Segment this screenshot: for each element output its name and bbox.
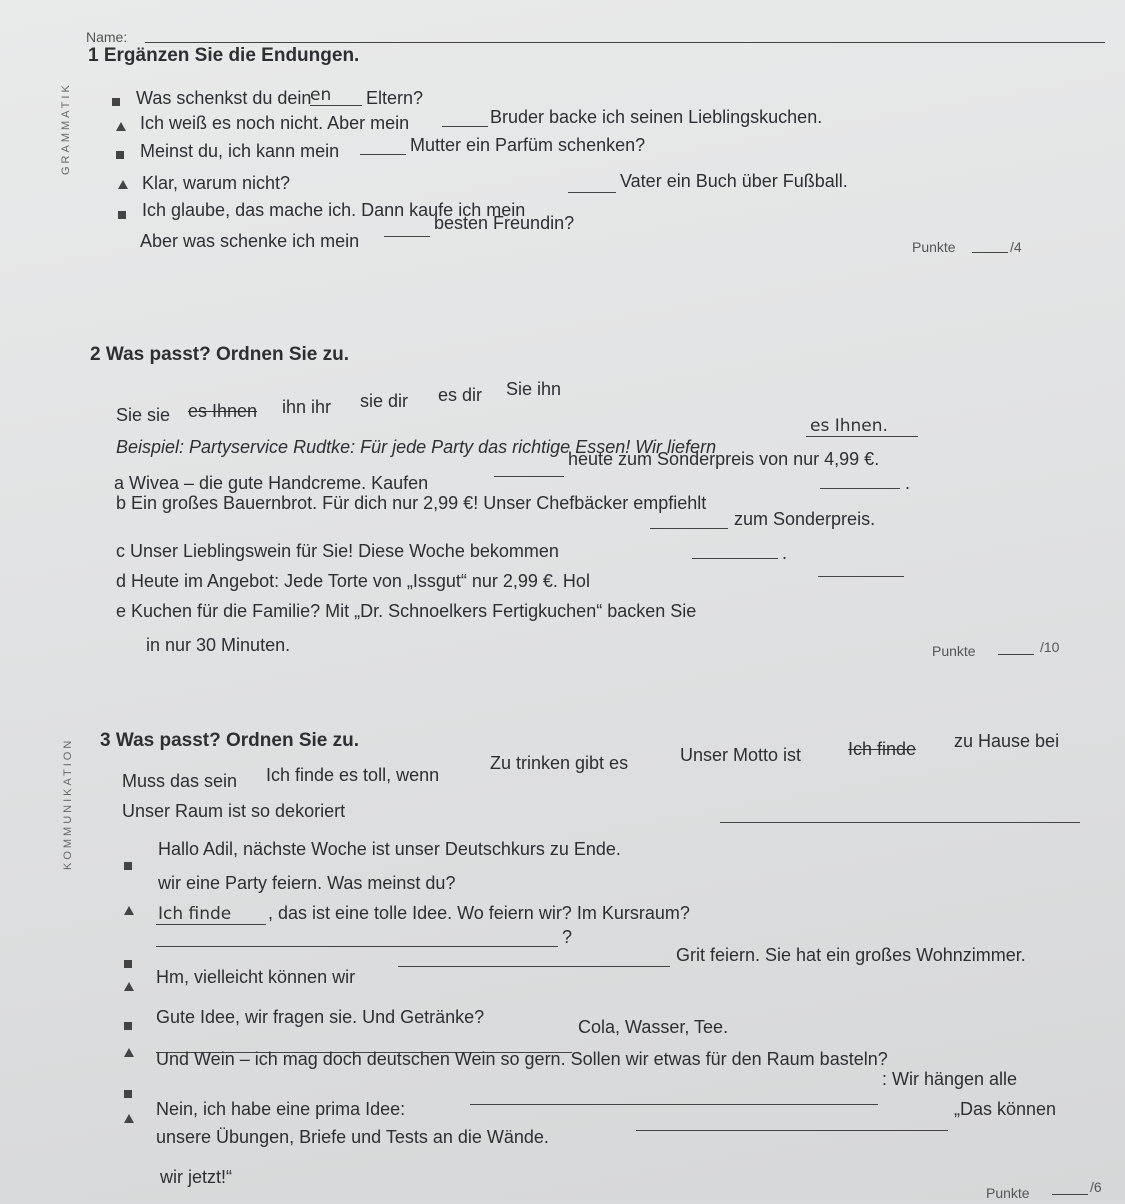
ex3-word-2: Ich finde es toll, wenn [266, 765, 440, 785]
name-label: Name: [86, 29, 128, 45]
ex2-title: 2 Was passt? Ordnen Sie zu. [90, 344, 350, 365]
ex1-title: 1 Ergänzen Sie die Endungen. [88, 45, 360, 66]
ex2-c-start: c Unser Lieblingswein für Sie! Diese Woche bekommen [116, 541, 559, 561]
ex1-blank4[interactable] [568, 192, 616, 193]
ex3-line5-end: Grit feiern. Sie hat ein großes Wohnzimmer. [676, 945, 1026, 965]
ex2-c-end: zum Sonderpreis. [734, 509, 876, 529]
square-bullet-icon [124, 955, 132, 973]
ex1-line5-start: Ich glaube, das mache ich. Dann kaufe ich mein [142, 200, 526, 220]
ex3-points-field[interactable] [1052, 1194, 1088, 1195]
square-bullet-icon [118, 206, 126, 224]
ex1-blank2[interactable] [442, 126, 488, 127]
ex1-line6-end: besten Freundin? [434, 213, 575, 233]
ex3-word-4: Unser Motto ist [680, 745, 802, 765]
ex2-blank-b[interactable] [820, 488, 900, 489]
ex3-blank7[interactable] [636, 1130, 948, 1131]
ex3-blank4[interactable] [398, 966, 670, 967]
ex3-word-3: Zu trinken gibt es [490, 753, 629, 773]
ex1-blank3[interactable] [360, 154, 406, 155]
ex1-line3-end: Mutter ein Parfüm schenken? [410, 135, 646, 155]
ex1-blank1[interactable] [310, 105, 362, 106]
ex2-word-2: es Ihnen [188, 401, 258, 421]
ex2-blank-e[interactable] [818, 576, 904, 577]
ex2-word-5: es dir [438, 385, 483, 405]
ex3-word-5: Ich finde [848, 739, 917, 759]
ex2-points-max: /10 [1040, 639, 1060, 655]
ex2-blank-c[interactable] [650, 528, 728, 529]
ex1-line3-start: Meinst du, ich kann mein [140, 141, 340, 161]
triangle-bullet-icon [124, 978, 134, 996]
square-bullet-icon [124, 1017, 132, 1035]
ex3-line4: ? [562, 927, 573, 947]
ex1-line5-end: Vater ein Buch über Fußball. [620, 171, 848, 191]
ex3-line1: Hallo Adil, nächste Woche ist unser Deutschkurs zu Ende. [158, 839, 621, 859]
ex3-blank6[interactable] [470, 1104, 878, 1105]
ex2-word-3: ihn ihr [282, 397, 332, 417]
ex1-line2-end: Bruder backe ich seinen Lieblingskuchen. [490, 107, 823, 127]
ex1-points-field[interactable] [972, 252, 1008, 253]
ex2-blank-a[interactable] [494, 476, 564, 477]
ex2-example-blank [806, 436, 918, 437]
ex3-word-7: Unser Raum ist so dekoriert [122, 801, 346, 821]
triangle-bullet-icon [124, 1110, 134, 1128]
ex2-d-end: . [782, 543, 788, 563]
triangle-bullet-icon [116, 118, 126, 136]
ex1-line1-end: Eltern? [366, 88, 424, 108]
ex2-word-6: Sie ihn [506, 379, 562, 399]
ex2-example-answer: es Ihnen. [810, 416, 888, 436]
square-bullet-icon [116, 146, 124, 164]
ex1-points-max: /4 [1010, 239, 1022, 255]
ex1-line4: Klar, warum nicht? [142, 173, 291, 193]
side-label-kommunikation: KOMMUNIKATION [62, 737, 74, 870]
ex2-example: Beispiel: Partyservice Rudtke: Für jede Party das richtige Essen! Wir liefern [116, 437, 717, 457]
ex3-points-max: /6 [1090, 1179, 1102, 1195]
square-bullet-icon [124, 1085, 132, 1103]
ex3-line3: , das ist eine tolle Idee. Wo feiern wir? Im Kursraum? [268, 903, 690, 923]
ex3-line9-end: : Wir hängen alle [882, 1069, 1018, 1089]
ex2-d-start: d Heute im Angebot: Jede Torte von „Issgut“ nur 2,99 €. Hol [116, 571, 590, 591]
square-bullet-icon [112, 93, 120, 111]
ex1-line1-start: Was schenkst du dein [136, 88, 312, 108]
ex2-e-end: in nur 30 Minuten. [146, 635, 291, 655]
square-bullet-icon [124, 857, 132, 875]
ex2-word-1: Sie sie [116, 405, 171, 425]
triangle-bullet-icon [124, 902, 134, 920]
triangle-bullet-icon [118, 176, 128, 194]
ex3-blank2[interactable] [156, 924, 266, 925]
name-line[interactable] [145, 42, 1105, 43]
ex3-line8: Und Wein – ich mag doch deutschen Wein so gern. Sollen wir etwas für den Raum basteln? [156, 1049, 888, 1069]
ex2-points-label: Punkte [932, 643, 976, 659]
ex3-blank3[interactable] [156, 946, 558, 947]
ex3-line9-start: Nein, ich habe eine prima Idee: [156, 1099, 406, 1119]
ex3-title: 3 Was passt? Ordnen Sie zu. [100, 730, 360, 751]
ex1-points-label: Punkte [912, 239, 956, 255]
ex2-blank-d[interactable] [692, 558, 778, 559]
ex2-b-end: . [905, 473, 911, 493]
ex3-word-1: Muss das sein [122, 771, 238, 791]
ex2-e-start: e Kuchen für die Familie? Mit „Dr. Schnoelkers Fertigkuchen“ backen Sie [116, 601, 697, 621]
ex2-a-start: a Wivea – die gute Handcreme. Kaufen [114, 473, 429, 493]
ex3-line11: wir jetzt!“ [160, 1167, 232, 1187]
ex1-line2-start: Ich weiß es noch nicht. Aber mein [140, 113, 410, 133]
ex3-line7: Cola, Wasser, Tee. [578, 1017, 729, 1037]
ex2-a-end: heute zum Sonderpreis von nur 4,99 €. [568, 449, 880, 469]
ex1-line6-start: Aber was schenke ich mein [140, 231, 360, 251]
ex3-line10-start: unsere Übungen, Briefe und Tests an die Wände. [156, 1127, 549, 1147]
ex2-word-4: sie dir [360, 391, 409, 411]
ex3-word-6: zu Hause bei [954, 731, 1060, 751]
side-label-grammatik: GRAMMATIK [60, 82, 72, 175]
ex3-line6: Gute Idee, wir fragen sie. Und Getränke? [156, 1007, 485, 1027]
ex3-line3-answer: Ich finde [158, 904, 232, 924]
ex3-blank1[interactable] [720, 822, 1080, 823]
ex2-points-field[interactable] [998, 654, 1034, 655]
ex3-line10-end: „Das können [954, 1099, 1057, 1119]
ex1-line1-answer: en [310, 85, 332, 105]
ex1-blank5[interactable] [384, 236, 430, 237]
ex2-b-start: b Ein großes Bauernbrot. Für dich nur 2,99 €! Unser Chefbäcker empfiehlt [116, 493, 707, 513]
ex3-line5-start: Hm, vielleicht können wir [156, 967, 356, 987]
triangle-bullet-icon [124, 1044, 134, 1062]
ex3-points-label: Punkte [986, 1185, 1030, 1201]
ex3-line2: wir eine Party feiern. Was meinst du? [158, 873, 456, 893]
